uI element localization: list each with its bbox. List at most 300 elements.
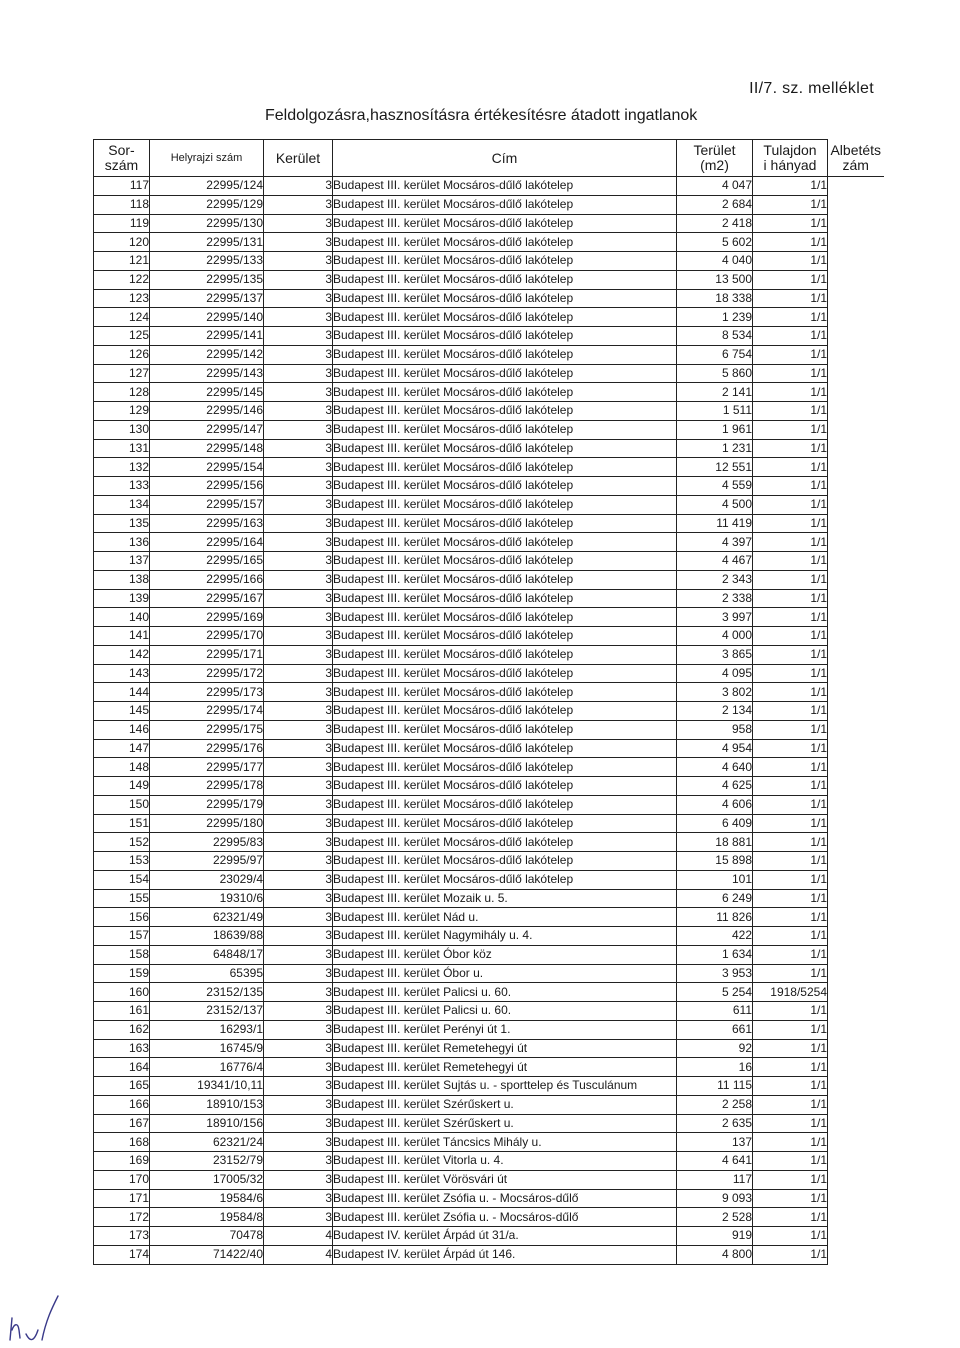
address-cell: Budapest III. kerület Mocsáros-dűlő lakótelep — [333, 720, 677, 739]
ownership-share-cell: 1/1 — [753, 720, 828, 739]
row-number-cell: 122 — [94, 270, 150, 289]
area-cell: 137 — [677, 1133, 753, 1152]
parcel-number-cell: 22995/179 — [150, 795, 264, 814]
ownership-share-cell: 1/1 — [753, 795, 828, 814]
district-cell: 3 — [264, 177, 333, 196]
address-cell: Budapest III. kerület Mocsáros-dűlő lakótelep — [333, 683, 677, 702]
address-cell: Budapest III. kerület Palicsi u. 60. — [333, 1002, 677, 1021]
address-cell: Budapest III. kerület Mocsáros-dűlő lakótelep — [333, 795, 677, 814]
parcel-number-cell: 18910/153 — [150, 1095, 264, 1114]
row-number-cell: 166 — [94, 1095, 150, 1114]
area-cell: 4 047 — [677, 177, 753, 196]
table-row — [94, 289, 884, 308]
district-cell: 3 — [264, 420, 333, 439]
sub-unit-cell — [828, 683, 884, 702]
area-cell: 611 — [677, 1002, 753, 1021]
area-cell: 4 095 — [677, 664, 753, 683]
table-row — [94, 889, 884, 908]
ownership-share-cell: 1/1 — [753, 1039, 828, 1058]
area-cell: 11 826 — [677, 908, 753, 927]
sub-unit-cell — [828, 627, 884, 646]
address-cell: Budapest III. kerület Mocsáros-dűlő lakótelep — [333, 289, 677, 308]
parcel-number-cell: 22995/165 — [150, 552, 264, 571]
parcel-number-cell: 23029/4 — [150, 870, 264, 889]
ownership-share-cell: 1/1 — [753, 1170, 828, 1189]
area-cell: 1 511 — [677, 402, 753, 421]
sub-unit-cell — [828, 964, 884, 983]
row-number-cell: 148 — [94, 758, 150, 777]
row-number-cell: 156 — [94, 908, 150, 927]
parcel-number-cell: 71422/40 — [150, 1245, 264, 1264]
area-cell: 4 467 — [677, 552, 753, 571]
address-cell: Budapest IV. kerület Árpád út 146. — [333, 1245, 677, 1264]
sub-unit-cell — [828, 833, 884, 852]
ownership-share-cell: 1/1 — [753, 833, 828, 852]
ownership-share-cell: 1/1 — [753, 327, 828, 346]
parcel-number-cell: 19341/10,11 — [150, 1077, 264, 1096]
area-cell: 422 — [677, 927, 753, 946]
sub-unit-cell — [828, 345, 884, 364]
header-tulajdon: Tulajdon i hányad — [753, 140, 828, 177]
area-cell: 2 258 — [677, 1095, 753, 1114]
sub-unit-cell — [828, 664, 884, 683]
ownership-share-cell: 1/1 — [753, 852, 828, 871]
row-number-cell: 149 — [94, 777, 150, 796]
district-cell: 3 — [264, 795, 333, 814]
address-cell: Budapest III. kerület Palicsi u. 60. — [333, 983, 677, 1002]
sub-unit-cell — [828, 308, 884, 327]
table-row — [94, 608, 884, 627]
row-number-cell: 160 — [94, 983, 150, 1002]
table-row — [94, 589, 884, 608]
sub-unit-cell — [828, 1039, 884, 1058]
address-cell: Budapest III. kerület Mocsáros-dűlő lakótelep — [333, 214, 677, 233]
parcel-number-cell: 70478 — [150, 1227, 264, 1246]
sub-unit-cell — [828, 870, 884, 889]
parcel-number-cell: 23152/135 — [150, 983, 264, 1002]
address-cell: Budapest III. kerület Mocsáros-dűlő lakótelep — [333, 645, 677, 664]
row-number-cell: 168 — [94, 1133, 150, 1152]
parcel-number-cell: 22995/140 — [150, 308, 264, 327]
sub-unit-cell — [828, 1227, 884, 1246]
parcel-number-cell: 22995/129 — [150, 195, 264, 214]
ownership-share-cell: 1/1 — [753, 1208, 828, 1227]
row-number-cell: 164 — [94, 1058, 150, 1077]
address-cell: Budapest III. kerület Mocsáros-dűlő lakótelep — [333, 758, 677, 777]
sub-unit-cell — [828, 1095, 884, 1114]
signature-mark — [4, 1290, 74, 1346]
area-cell: 2 134 — [677, 702, 753, 721]
area-cell: 18 338 — [677, 289, 753, 308]
ownership-share-cell: 1/1 — [753, 477, 828, 496]
sub-unit-cell — [828, 758, 884, 777]
district-cell: 3 — [264, 627, 333, 646]
parcel-number-cell: 22995/142 — [150, 345, 264, 364]
address-cell: Budapest III. kerület Mocsáros-dűlő lakótelep — [333, 627, 677, 646]
district-cell: 3 — [264, 927, 333, 946]
district-cell: 3 — [264, 702, 333, 721]
ownership-share-cell: 1/1 — [753, 1152, 828, 1171]
table-row — [94, 777, 884, 796]
property-table — [93, 139, 884, 1265]
ownership-share-cell: 1/1 — [753, 1245, 828, 1264]
address-cell: Budapest III. kerület Mocsáros-dűlő lakótelep — [333, 345, 677, 364]
table-row — [94, 233, 884, 252]
sub-unit-cell — [828, 908, 884, 927]
ownership-share-cell: 1/1 — [753, 439, 828, 458]
parcel-number-cell: 22995/166 — [150, 570, 264, 589]
table-row — [94, 1208, 884, 1227]
table-row — [94, 983, 884, 1002]
district-cell: 3 — [264, 345, 333, 364]
area-cell: 8 534 — [677, 327, 753, 346]
table-row — [94, 852, 884, 871]
sub-unit-cell — [828, 1170, 884, 1189]
parcel-number-cell: 16776/4 — [150, 1058, 264, 1077]
district-cell: 3 — [264, 439, 333, 458]
header-hrsz: Helyrajzi szám — [150, 140, 264, 177]
parcel-number-cell: 22995/156 — [150, 477, 264, 496]
table-row — [94, 1227, 884, 1246]
area-cell: 16 — [677, 1058, 753, 1077]
district-cell: 3 — [264, 739, 333, 758]
row-number-cell: 155 — [94, 889, 150, 908]
ownership-share-cell: 1/1 — [753, 1020, 828, 1039]
address-cell: Budapest III. kerület Mocsáros-dűlő lakótelep — [333, 533, 677, 552]
parcel-number-cell: 22995/174 — [150, 702, 264, 721]
address-cell: Budapest III. kerület Táncsics Mihály u. — [333, 1133, 677, 1152]
district-cell: 3 — [264, 1208, 333, 1227]
table-header-row — [94, 140, 884, 177]
parcel-number-cell: 22995/175 — [150, 720, 264, 739]
row-number-cell: 163 — [94, 1039, 150, 1058]
ownership-share-cell: 1/1 — [753, 270, 828, 289]
address-cell: Budapest III. kerület Mocsáros-dűlő lakótelep — [333, 833, 677, 852]
area-cell: 2 418 — [677, 214, 753, 233]
row-number-cell: 150 — [94, 795, 150, 814]
district-cell: 3 — [264, 964, 333, 983]
sub-unit-cell — [828, 477, 884, 496]
parcel-number-cell: 22995/147 — [150, 420, 264, 439]
row-number-cell: 151 — [94, 814, 150, 833]
district-cell: 3 — [264, 758, 333, 777]
sub-unit-cell — [828, 364, 884, 383]
address-cell: Budapest III. kerület Mocsáros-dűlő lakótelep — [333, 495, 677, 514]
ownership-share-cell: 1/1 — [753, 345, 828, 364]
area-cell: 919 — [677, 1227, 753, 1246]
row-number-cell: 139 — [94, 589, 150, 608]
table-row — [94, 364, 884, 383]
address-cell: Budapest III. kerület Mocsáros-dűlő lakótelep — [333, 402, 677, 421]
sub-unit-cell — [828, 1133, 884, 1152]
parcel-number-cell: 22995/177 — [150, 758, 264, 777]
area-cell: 9 093 — [677, 1189, 753, 1208]
address-cell: Budapest III. kerület Szérűskert u. — [333, 1095, 677, 1114]
table-row — [94, 495, 884, 514]
district-cell: 3 — [264, 1039, 333, 1058]
district-cell: 3 — [264, 364, 333, 383]
sub-unit-cell — [828, 383, 884, 402]
sub-unit-cell — [828, 1189, 884, 1208]
address-cell: Budapest III. kerület Mocsáros-dűlő lakótelep — [333, 420, 677, 439]
parcel-number-cell: 22995/169 — [150, 608, 264, 627]
row-number-cell: 142 — [94, 645, 150, 664]
table-row — [94, 795, 884, 814]
district-cell: 4 — [264, 1245, 333, 1264]
ownership-share-cell: 1/1 — [753, 177, 828, 196]
area-cell: 2 684 — [677, 195, 753, 214]
table-row — [94, 1152, 884, 1171]
parcel-number-cell: 22995/171 — [150, 645, 264, 664]
address-cell: Budapest III. kerület Mocsáros-dűlő lakótelep — [333, 233, 677, 252]
row-number-cell: 174 — [94, 1245, 150, 1264]
parcel-number-cell: 19310/6 — [150, 889, 264, 908]
row-number-cell: 147 — [94, 739, 150, 758]
parcel-number-cell: 17005/32 — [150, 1170, 264, 1189]
district-cell: 3 — [264, 945, 333, 964]
area-cell: 4 800 — [677, 1245, 753, 1264]
address-cell: Budapest III. kerület Nagymihály u. 4. — [333, 927, 677, 946]
district-cell: 3 — [264, 1114, 333, 1133]
row-number-cell: 141 — [94, 627, 150, 646]
parcel-number-cell: 22995/130 — [150, 214, 264, 233]
parcel-number-cell: 62321/49 — [150, 908, 264, 927]
ownership-share-cell: 1/1 — [753, 420, 828, 439]
sub-unit-cell — [828, 1020, 884, 1039]
ownership-share-cell: 1/1 — [753, 814, 828, 833]
sub-unit-cell — [828, 777, 884, 796]
parcel-number-cell: 65395 — [150, 964, 264, 983]
area-cell: 11 419 — [677, 514, 753, 533]
table-row — [94, 570, 884, 589]
document-title: Feldolgozásra,hasznosításra értékesítésre átadott ingatlanok — [265, 107, 698, 124]
sub-unit-cell — [828, 1245, 884, 1264]
address-cell: Budapest III. kerület Mocsáros-dűlő lakótelep — [333, 308, 677, 327]
address-cell: Budapest III. kerület Mocsáros-dűlő lakótelep — [333, 852, 677, 871]
ownership-share-cell: 1/1 — [753, 683, 828, 702]
sub-unit-cell — [828, 270, 884, 289]
parcel-number-cell: 22995/176 — [150, 739, 264, 758]
table-row — [94, 214, 884, 233]
sub-unit-cell — [828, 289, 884, 308]
parcel-number-cell: 22995/141 — [150, 327, 264, 346]
table-row — [94, 402, 884, 421]
address-cell: Budapest III. kerület Remetehegyi út — [333, 1039, 677, 1058]
table-row — [94, 458, 884, 477]
sub-unit-cell — [828, 608, 884, 627]
district-cell: 3 — [264, 252, 333, 271]
district-cell: 3 — [264, 308, 333, 327]
table-row — [94, 1245, 884, 1264]
row-number-cell: 169 — [94, 1152, 150, 1171]
table-row — [94, 739, 884, 758]
area-cell: 958 — [677, 720, 753, 739]
address-cell: Budapest III. kerület Mocsáros-dűlő lakótelep — [333, 814, 677, 833]
parcel-number-cell: 22995/170 — [150, 627, 264, 646]
sub-unit-cell — [828, 889, 884, 908]
district-cell: 3 — [264, 514, 333, 533]
table-row — [94, 477, 884, 496]
district-cell: 3 — [264, 720, 333, 739]
table-row — [94, 1189, 884, 1208]
area-cell: 661 — [677, 1020, 753, 1039]
area-cell: 6 754 — [677, 345, 753, 364]
sub-unit-cell — [828, 645, 884, 664]
address-cell: Budapest III. kerület Szérűskert u. — [333, 1114, 677, 1133]
district-cell: 3 — [264, 552, 333, 571]
table-row — [94, 308, 884, 327]
row-number-cell: 170 — [94, 1170, 150, 1189]
table-row — [94, 683, 884, 702]
table-row — [94, 870, 884, 889]
ownership-share-cell: 1/1 — [753, 627, 828, 646]
row-number-cell: 153 — [94, 852, 150, 871]
district-cell: 3 — [264, 983, 333, 1002]
ownership-share-cell: 1/1 — [753, 927, 828, 946]
address-cell: Budapest III. kerület Mocsáros-dűlő lakótelep — [333, 252, 677, 271]
sub-unit-cell — [828, 495, 884, 514]
row-number-cell: 137 — [94, 552, 150, 571]
address-cell: Budapest III. kerület Zsófia u. - Mocsáros-dűlő — [333, 1208, 677, 1227]
ownership-share-cell: 1/1 — [753, 739, 828, 758]
table-row — [94, 383, 884, 402]
table-row — [94, 758, 884, 777]
row-number-cell: 124 — [94, 308, 150, 327]
sub-unit-cell — [828, 720, 884, 739]
address-cell: Budapest III. kerület Mocsáros-dűlő lakótelep — [333, 702, 677, 721]
district-cell: 3 — [264, 870, 333, 889]
sub-unit-cell — [828, 439, 884, 458]
ownership-share-cell: 1/1 — [753, 758, 828, 777]
district-cell: 3 — [264, 495, 333, 514]
ownership-share-cell: 1/1 — [753, 533, 828, 552]
ownership-share-cell: 1/1 — [753, 383, 828, 402]
row-number-cell: 117 — [94, 177, 150, 196]
address-cell: Budapest III. kerület Mocsáros-dűlő lakótelep — [333, 477, 677, 496]
area-cell: 5 602 — [677, 233, 753, 252]
district-cell: 3 — [264, 777, 333, 796]
sub-unit-cell — [828, 533, 884, 552]
area-cell: 6 409 — [677, 814, 753, 833]
ownership-share-cell: 1/1 — [753, 664, 828, 683]
area-cell: 3 997 — [677, 608, 753, 627]
area-cell: 12 551 — [677, 458, 753, 477]
district-cell: 3 — [264, 1152, 333, 1171]
table-row — [94, 814, 884, 833]
area-cell: 1 961 — [677, 420, 753, 439]
sub-unit-cell — [828, 458, 884, 477]
ownership-share-cell: 1/1 — [753, 1077, 828, 1096]
sub-unit-cell — [828, 795, 884, 814]
district-cell: 3 — [264, 195, 333, 214]
address-cell: Budapest III. kerület Mocsáros-dűlő lakótelep — [333, 777, 677, 796]
district-cell: 3 — [264, 402, 333, 421]
ownership-share-cell: 1/1 — [753, 308, 828, 327]
row-number-cell: 120 — [94, 233, 150, 252]
ownership-share-cell: 1/1 — [753, 889, 828, 908]
sub-unit-cell — [828, 1114, 884, 1133]
table-row — [94, 1020, 884, 1039]
ownership-share-cell: 1/1 — [753, 908, 828, 927]
ownership-share-cell: 1/1 — [753, 214, 828, 233]
ownership-share-cell: 1/1 — [753, 645, 828, 664]
parcel-number-cell: 22995/173 — [150, 683, 264, 702]
row-number-cell: 154 — [94, 870, 150, 889]
area-cell: 18 881 — [677, 833, 753, 852]
address-cell: Budapest III. kerület Nád u. — [333, 908, 677, 927]
parcel-number-cell: 22995/131 — [150, 233, 264, 252]
table-body — [94, 177, 884, 1265]
parcel-number-cell: 23152/79 — [150, 1152, 264, 1171]
table-row — [94, 1039, 884, 1058]
parcel-number-cell: 23152/137 — [150, 1002, 264, 1021]
area-cell: 3 953 — [677, 964, 753, 983]
area-cell: 2 343 — [677, 570, 753, 589]
district-cell: 3 — [264, 458, 333, 477]
district-cell: 3 — [264, 383, 333, 402]
parcel-number-cell: 22995/157 — [150, 495, 264, 514]
table-row — [94, 514, 884, 533]
table-row — [94, 964, 884, 983]
ownership-share-cell: 1918/5254 — [753, 983, 828, 1002]
address-cell: Budapest III. kerület Mocsáros-dűlő lakótelep — [333, 177, 677, 196]
header-sor: Sor- szám — [94, 140, 150, 177]
address-cell: Budapest III. kerület Remetehegyi út — [333, 1058, 677, 1077]
table-row — [94, 833, 884, 852]
address-cell: Budapest III. kerület Mocsáros-dűlő lakótelep — [333, 364, 677, 383]
address-cell: Budapest III. kerület Vörösvári út — [333, 1170, 677, 1189]
header-terulet: Terület (m2) — [677, 140, 753, 177]
address-cell: Budapest III. kerület Mocsáros-dűlő lakótelep — [333, 458, 677, 477]
district-cell: 3 — [264, 533, 333, 552]
ownership-share-cell: 1/1 — [753, 552, 828, 571]
row-number-cell: 132 — [94, 458, 150, 477]
sub-unit-cell — [828, 1002, 884, 1021]
district-cell: 3 — [264, 270, 333, 289]
ownership-share-cell: 1/1 — [753, 608, 828, 627]
row-number-cell: 159 — [94, 964, 150, 983]
district-cell: 3 — [264, 1077, 333, 1096]
header-kerulet: Kerület — [264, 140, 333, 177]
ownership-share-cell: 1/1 — [753, 1058, 828, 1077]
district-cell: 3 — [264, 1133, 333, 1152]
table-row — [94, 627, 884, 646]
district-cell: 3 — [264, 852, 333, 871]
table-row — [94, 927, 884, 946]
address-cell: Budapest IV. kerület Árpád út 31/a. — [333, 1227, 677, 1246]
row-number-cell: 162 — [94, 1020, 150, 1039]
table-row — [94, 664, 884, 683]
area-cell: 4 640 — [677, 758, 753, 777]
address-cell: Budapest III. kerület Mocsáros-dűlő lakótelep — [333, 327, 677, 346]
sub-unit-cell — [828, 814, 884, 833]
sub-unit-cell — [828, 514, 884, 533]
ownership-share-cell: 1/1 — [753, 870, 828, 889]
parcel-number-cell: 22995/154 — [150, 458, 264, 477]
table-row — [94, 552, 884, 571]
address-cell: Budapest III. kerület Mocsáros-dűlő lakótelep — [333, 270, 677, 289]
sub-unit-cell — [828, 195, 884, 214]
parcel-number-cell: 64848/17 — [150, 945, 264, 964]
district-cell: 3 — [264, 889, 333, 908]
parcel-number-cell: 22995/124 — [150, 177, 264, 196]
area-cell: 5 860 — [677, 364, 753, 383]
sub-unit-cell — [828, 552, 884, 571]
sub-unit-cell — [828, 852, 884, 871]
address-cell: Budapest III. kerület Mocsáros-dűlő lakótelep — [333, 195, 677, 214]
ownership-share-cell: 1/1 — [753, 402, 828, 421]
sub-unit-cell — [828, 1077, 884, 1096]
